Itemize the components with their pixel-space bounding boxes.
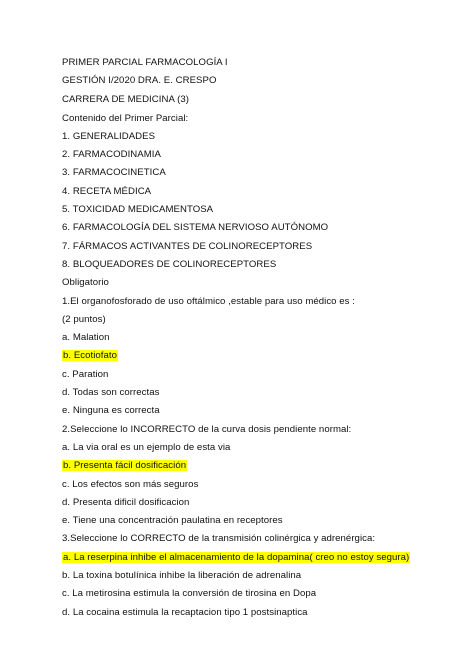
question-stem: 1.El organofosforado de uso oftálmico ,estable para uso médico es : — [62, 296, 355, 307]
section-label: Obligatorio — [62, 277, 109, 288]
answer-option: b. La toxina botulínica inhibe la liberación de adrenalina — [62, 570, 302, 581]
contents-item: 6. FARMACOLOGÍA DEL SISTEMA NERVIOSO AUTÓNOMO — [62, 222, 329, 233]
answer-option: c. Los efectos son más seguros — [62, 479, 199, 490]
answer-option: a. La via oral es un ejemplo de esta via — [62, 442, 231, 453]
highlighted-answer: b. Ecotiofato — [63, 350, 117, 361]
question-points: (2 puntos) — [62, 314, 106, 325]
contents-item: 1. GENERALIDADES — [62, 131, 156, 142]
contents-item: 4. RECETA MÉDICA — [62, 186, 152, 197]
answer-option: d. Presenta dificil dosificacion — [62, 497, 190, 508]
answer-option: d. La cocaina estimula la recaptacion tipo 1 postsinaptica — [62, 607, 308, 618]
answer-option: e. Tiene una concentración paulatina en receptores — [62, 515, 283, 526]
contents-heading: Contenido del Primer Parcial: — [62, 113, 189, 124]
contents-item: 5. TOXICIDAD MEDICAMENTOSA — [62, 204, 214, 215]
document-period: GESTIÓN I/2020 DRA. E. CRESPO — [62, 75, 217, 86]
answer-option: c. Paration — [62, 369, 109, 380]
answer-option: d. Todas son correctas — [62, 387, 160, 398]
contents-item: 2. FARMACODINAMIA — [62, 149, 161, 160]
answer-option-highlighted — [62, 460, 187, 472]
contents-item: 3. FARMACOCINETICA — [62, 167, 166, 178]
contents-item: 7. FÁRMACOS ACTIVANTES DE COLINORECEPTORES — [62, 241, 313, 252]
highlighted-answer: a. La reserpina inhibe el almacenamiento de la dopamina( creo no estoy segura) — [63, 552, 410, 563]
answer-option-highlighted — [62, 350, 118, 362]
answer-option-highlighted — [62, 552, 410, 564]
answer-option: c. La metirosina estimula la conversión de tirosina en Dopa — [62, 588, 317, 599]
question-stem: 3.Seleccione lo CORRECTO de la transmisión colinérgica y adrenérgica: — [62, 533, 376, 544]
highlighted-answer: b. Presenta fácil dosificación — [63, 460, 187, 471]
answer-option: e. Ninguna es correcta — [62, 405, 160, 416]
document-career: CARRERA DE MEDICINA (3) — [62, 94, 189, 105]
question-stem: 2.Seleccione lo INCORRECTO de la curva dosis pendiente normal: — [62, 424, 352, 435]
answer-option: a. Malation — [62, 332, 110, 343]
document-title: PRIMER PARCIAL FARMACOLOGÍA I — [62, 57, 228, 68]
contents-item: 8. BLOQUEADORES DE COLINORECEPTORES — [62, 259, 277, 270]
